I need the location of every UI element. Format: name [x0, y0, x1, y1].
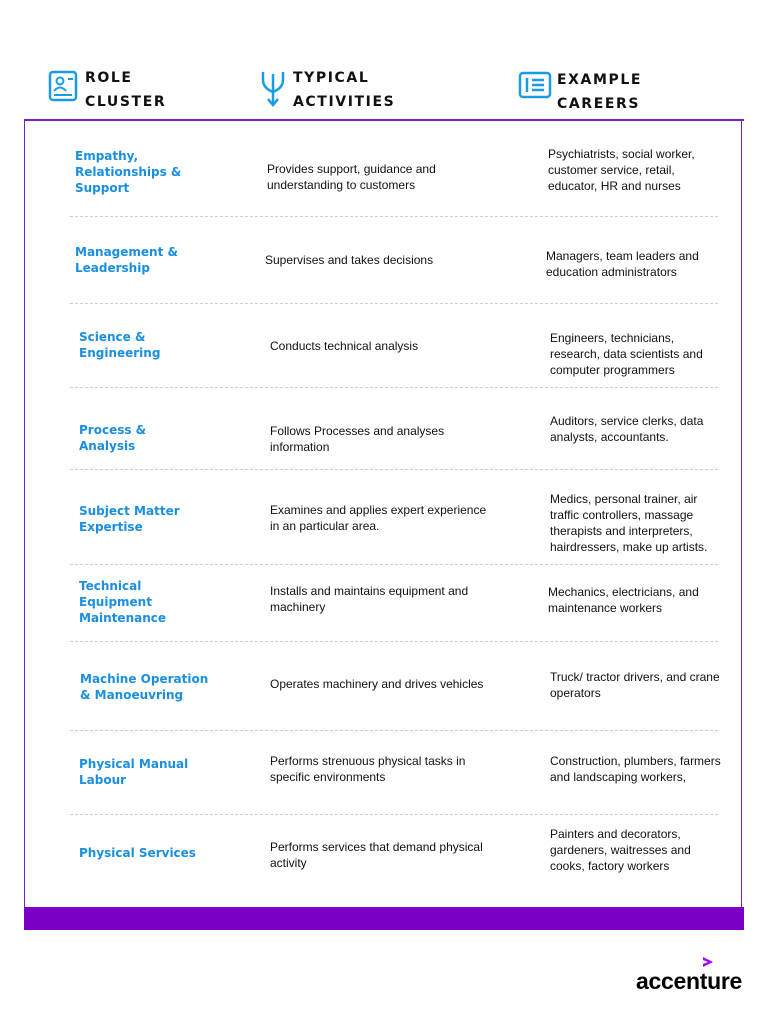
role-cluster: Subject Matter Expertise	[79, 504, 180, 534]
table-top-border	[24, 119, 744, 121]
example-careers: Truck/ tractor drivers, and crane operators	[550, 670, 720, 700]
id-card-icon	[48, 70, 78, 107]
browser-window-icon	[518, 70, 552, 105]
row-divider	[70, 814, 718, 815]
role-cluster: Technical Equipment Maintenance	[79, 579, 167, 625]
role-cluster: Machine Operation & Manoeuvring	[80, 672, 209, 702]
example-careers: Managers, team leaders and education administrators	[546, 249, 699, 279]
typical-activity: Examines and applies expert experience in an particular area.	[270, 503, 487, 533]
header-typical-activities	[258, 66, 518, 116]
typical-activity: Provides support, guidance and understanding to customers	[267, 162, 436, 192]
footer-accent-bar	[24, 907, 744, 930]
role-cluster: Process & Analysis	[79, 423, 147, 453]
row-divider	[70, 641, 718, 642]
example-careers: Auditors, service clerks, data analysts, accountants.	[550, 414, 704, 444]
example-careers: Construction, plumbers, farmers and landscaping workers,	[550, 754, 721, 784]
typical-activity: Performs services that demand physical activity	[270, 840, 483, 870]
typical-activity: Conducts technical analysis	[270, 339, 419, 353]
row-divider	[70, 303, 718, 304]
typical-activity: Performs strenuous physical tasks in specific environments	[270, 754, 466, 784]
row-divider	[70, 469, 718, 470]
typical-activity: Operates machinery and drives vehicles	[270, 677, 484, 691]
example-careers: Psychiatrists, social worker, customer service, retail, educator, HR and nurses	[548, 147, 695, 193]
accenture-logo	[636, 958, 748, 994]
row-divider	[70, 564, 718, 565]
typical-activity: Supervises and takes decisions	[265, 253, 434, 267]
role-cluster: Physical Manual Labour	[79, 757, 189, 787]
role-cluster: Physical Services	[79, 846, 196, 860]
header-example-careers	[518, 66, 758, 116]
example-careers: Mechanics, electricians, and maintenance workers	[548, 585, 699, 615]
row-divider	[70, 387, 718, 388]
example-careers: Painters and decorators, gardeners, waitresses and cooks, factory workers	[550, 827, 691, 873]
header-role-label: ROLE CLUSTER	[85, 70, 167, 110]
typical-activity: Installs and maintains equipment and machinery	[270, 584, 469, 614]
branch-icon	[258, 70, 288, 113]
header-careers-label: EXAMPLE CAREERS	[557, 72, 643, 112]
role-cluster: Management & Leadership	[75, 245, 178, 275]
typical-activity: Follows Processes and analyses information	[270, 424, 445, 454]
example-careers: Engineers, technicians, research, data scientists and computer programmers	[550, 331, 703, 377]
row-divider	[70, 730, 718, 731]
header-activities-label: TYPICAL ACTIVITIES	[293, 70, 396, 110]
role-cluster: Science & Engineering	[79, 330, 161, 360]
header-role-cluster	[48, 66, 258, 116]
row-divider	[70, 216, 718, 217]
role-cluster: Empathy, Relationships & Support	[75, 149, 182, 195]
example-careers: Medics, personal trainer, air traffic controllers, massage therapists and interpreters, hairdressers, make up artists.	[550, 492, 708, 554]
logo-wordmark: accenture	[636, 968, 742, 994]
